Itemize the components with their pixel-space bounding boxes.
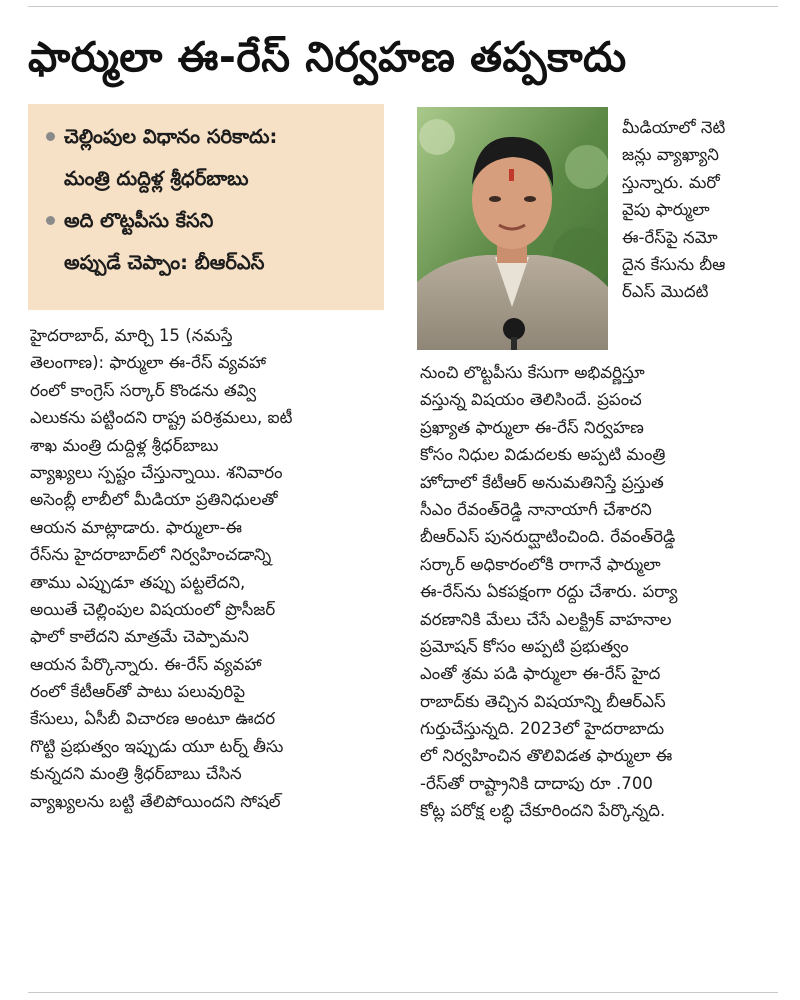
deck-line: మంత్రి దుద్దిళ్ల శ్రీధర్‌బాబు — [64, 167, 249, 190]
body-line: వరణానికి మేలు చేసే ఎలక్ట్రిక్ వాహనాల — [420, 609, 672, 629]
body-line: వైపు ఫార్ములా — [622, 200, 710, 220]
bottom-rule — [28, 992, 778, 993]
deck-line: అది లొట్టపీసు కేసని — [64, 209, 214, 232]
body-line: అయితే చెల్లింపుల విషయంలో ప్రొసీజర్ — [30, 599, 276, 619]
body-line: సీఎం రేవంత్‌రెడ్డి నానాయాగీ చేశారని — [420, 499, 652, 519]
body-line: నుంచి లొట్టపీసు కేసుగా అభివర్ణిస్తూ — [420, 363, 645, 382]
body-line: కున్నదని మంత్రి శ్రీధర్‌బాబు చేసిన — [30, 764, 242, 784]
minister-portrait-photo — [417, 107, 608, 350]
deck-item — [40, 116, 374, 200]
body-line: హైదరాబాద్, మార్చి 15 (నమస్తే — [30, 326, 233, 345]
body-line: ఆయన మాట్లాడారు. ఫార్ములా-ఈ — [30, 517, 243, 537]
body-line: కేసులు, ఏసీబీ విచారణ అంటూ ఊదర — [30, 709, 276, 729]
top-rule — [28, 6, 778, 7]
body-line: ఎంతో శ్రమ పడి ఫార్ములా ఈ-రేస్ హైద — [420, 664, 661, 684]
body-line: ప్రమోషన్ కోసం అప్పటి ప్రభుత్వం — [420, 636, 629, 656]
bullet-icon — [46, 132, 55, 141]
body-line: వ్యాఖ్యలను బట్టి తేలిపోయిందని సోషల్ — [30, 791, 281, 811]
body-column-left — [30, 322, 384, 815]
body-line: మీడియాలో నెటి — [622, 118, 726, 137]
body-column-right-top — [622, 114, 778, 306]
deck-line: చెల్లింపుల విధానం సరికాదు: — [64, 125, 278, 148]
body-line: రంలో కాంగ్రెస్ సర్కార్ కొండను తవ్వి — [30, 380, 257, 400]
body-line: ర్‌ఎస్ మొదటి — [622, 282, 709, 302]
deck-box — [28, 104, 384, 310]
body-line: ఈ-రేస్‌ను ఏకపక్షంగా రద్దు చేశారు. పర్యా — [420, 582, 678, 602]
body-line: రేస్‌ను హైదరాబాద్‌లో నిర్వహించడాన్ని — [30, 545, 272, 565]
body-line: ఈ-రేస్‌పై నమో — [622, 227, 718, 247]
body-line: హోదాలో కేటీఆర్ అనుమతినిస్తే ప్రస్తుత — [420, 472, 664, 492]
portrait-icon — [417, 107, 608, 350]
bullet-icon — [46, 216, 55, 225]
body-line: వస్తున్న విషయం తెలిసిందే. ప్రపంచ — [420, 390, 642, 410]
body-line: శాఖ మంత్రి దుద్దిళ్ల శ్రీధర్‌బాబు — [30, 435, 219, 455]
body-line: బీఆర్‌ఎస్ పునరుద్ఘాటించింది. రేవంత్‌రెడ్డి — [420, 527, 676, 547]
body-line: సర్కార్ అధికారంలోకి రాగానే ఫార్ములా — [420, 554, 661, 574]
body-line: రంలో కేటీఆర్‌తో పాటు పలువురిపై — [30, 682, 246, 702]
body-line: ప్రఖ్యాత ఫార్ములా ఈ-రేస్ నిర్వహణ — [420, 417, 644, 437]
body-line: రాబాద్‌కు తెచ్చిన విషయాన్ని బీఆర్‌ఎస్ — [420, 691, 666, 711]
body-line: ఫాలో కాలేదని మాత్రమే చెప్పామని — [30, 627, 249, 647]
body-line: దైన కేసును బీఆ — [622, 254, 726, 274]
body-line: -రేస్‌తో రాష్ట్రానికి దాదాపు రూ .700 — [420, 773, 653, 793]
body-line: అసెంబ్లీ లాబీలో మీడియా ప్రతినిధులతో — [30, 490, 278, 510]
body-column-right-bottom — [420, 359, 778, 825]
body-line: తెలంగాణ): ఫార్ములా ఈ-రేస్ వ్యవహా — [30, 353, 267, 373]
body-line: కోసం నిధుల విడుదలకు అప్పటి మంత్రి — [420, 445, 666, 465]
headline: ఫార్ములా ఈ-రేస్ నిర్వహణ తప్పకాదు — [28, 33, 627, 81]
body-line: జన్లు వ్యాఖ్యాని — [622, 145, 719, 165]
body-line: ఆయన పేర్కొన్నారు. ఈ-రేస్ వ్యవహా — [30, 654, 262, 674]
body-line: వ్యాఖ్యలు స్పష్టం చేస్తున్నాయి. శనివారం — [30, 462, 283, 482]
body-line: కోట్ల పరోక్ష లబ్ధి చేకూరిందని పేర్కొన్నది. — [420, 801, 666, 821]
body-line: స్తున్నారు. మరో — [622, 172, 720, 192]
body-line: తాము ఎప్పుడూ తప్పు పట్టలేదని, — [30, 572, 246, 592]
body-line: ఎలుకను పట్టిందని రాష్ట్ర పరిశ్రమలు, ఐటీ — [30, 408, 293, 428]
body-line: గుర్తుచేస్తున్నది. 2023లో హైదరాబాదు — [420, 719, 665, 739]
deck-item — [40, 200, 374, 284]
body-line: లో నిర్వహించిన తొలివిడత ఫార్ములా ఈ — [420, 746, 673, 766]
deck-line: అప్పుడే చెప్పాం: బీఆర్‌ఎస్ — [64, 251, 265, 274]
body-line: గొట్టి ప్రభుత్వం ఇప్పుడు యూ టర్న్ తీసు — [30, 736, 284, 756]
